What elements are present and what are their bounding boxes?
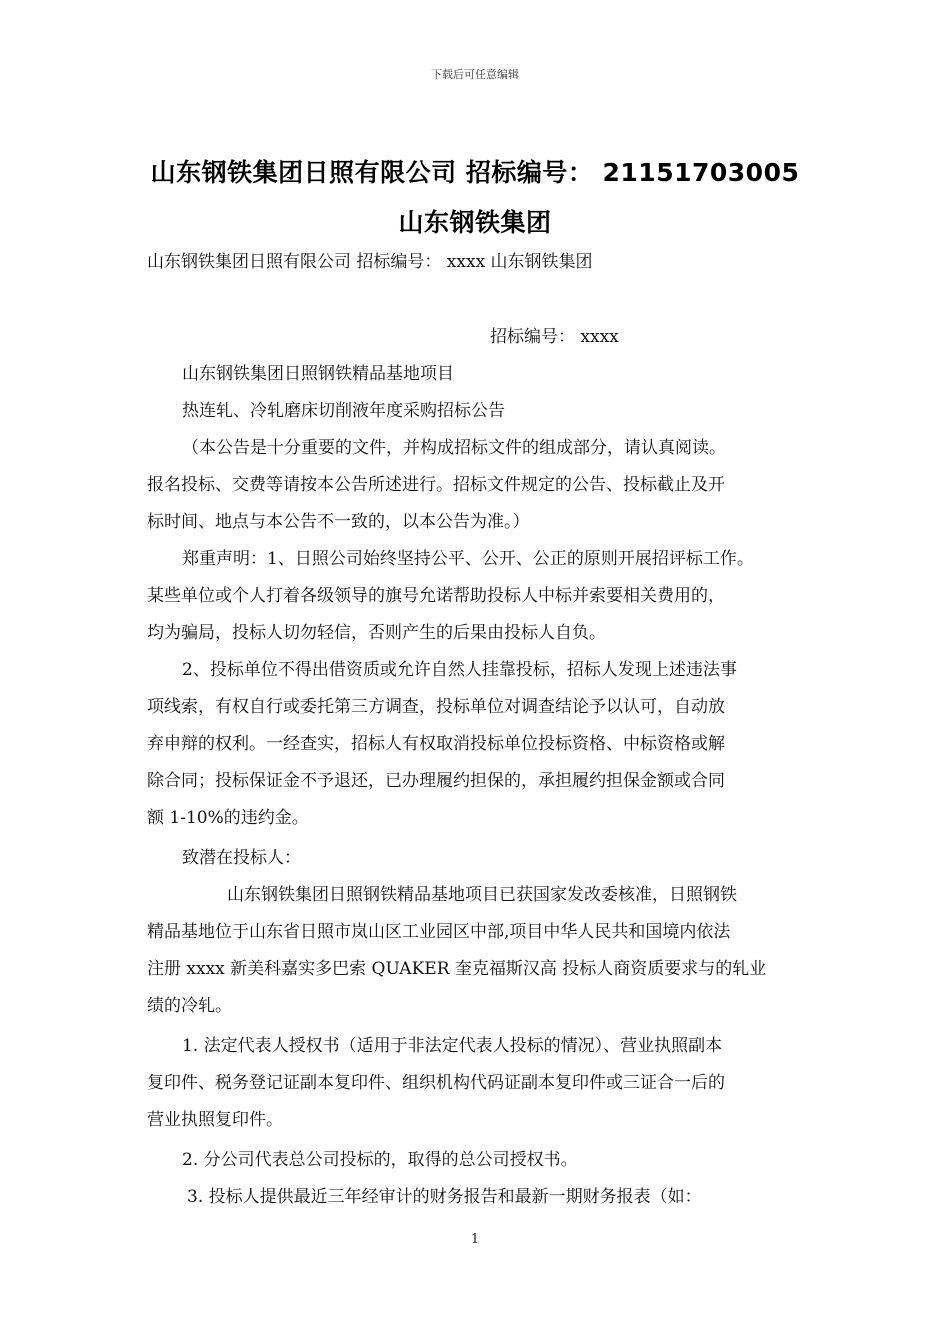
statement-1-line: 均为骗局，投标人切勿轻信，否则产生的后果由投标人自负。	[147, 623, 606, 643]
statement-1-line: 某些单位或个人打着各级领导的旗号允诺帮助投标人中标并索要相关费用的，	[147, 586, 725, 606]
salutation: 致潜在投标人：	[182, 848, 301, 868]
requirement-item-1-line: 营业执照复印件。	[147, 1110, 283, 1130]
requirement-item-3: 3. 投标人提供最近三年经审计的财务报告和最新一期财务报表（如：	[187, 1187, 702, 1207]
page-number: 1	[470, 1232, 480, 1247]
header-note: 下载后可任意编辑	[431, 68, 519, 81]
requirement-item-1-line: 复印件、税务登记证副本复印件、组织机构代码证副本复印件或三证合一后的	[147, 1073, 725, 1093]
subtitle-line: 山东钢铁集团日照有限公司 招标编号： xxxx 山东钢铁集团	[147, 252, 593, 272]
intro-line: 山东钢铁集团日照钢铁精品基地项目已获国家发改委核准，日照钢铁	[227, 885, 737, 905]
statement-2-line: 弃申辩的权利。一经查实，招标人有权取消投标单位投标资格、中标资格或解	[147, 734, 725, 754]
intro-line: 绩的冷轧。	[147, 996, 232, 1016]
statement-1-line: 郑重声明：1、日照公司始终坚持公平、公开、公正的原则开展招评标工作。	[182, 549, 754, 569]
requirement-item-1-line: 1. 法定代表人授权书（适用于非法定代表人投标的情况）、营业执照副本	[182, 1036, 723, 1056]
document-title-line-1: 山东钢铁集团日照有限公司 招标编号： 21151703005	[150, 158, 800, 187]
document-title-line-2: 山东钢铁集团	[398, 208, 552, 237]
statement-2-line: 额 1-10%的违约金。	[147, 808, 309, 828]
statement-2-line: 项线索，有权自行或委托第三方调查，投标单位对调查结论予以认可，自动放	[147, 697, 725, 717]
requirement-item-2: 2. 分公司代表总公司投标的，取得的总公司授权书。	[182, 1150, 578, 1170]
project-name: 山东钢铁集团日照钢铁精品基地项目	[182, 364, 454, 384]
notice-line: 标时间、地点与本公告不一致的，以本公告为准。）	[147, 512, 530, 532]
statement-2-line: 2、投标单位不得出借资质或允许自然人挂靠投标，招标人发现上述违法事	[182, 660, 737, 680]
notice-line: （本公告是十分重要的文件，并构成招标文件的组成部分，请认真阅读。	[182, 438, 726, 458]
tender-code: 招标编号： xxxx	[490, 327, 619, 347]
intro-line: 精品基地位于山东省日照市岚山区工业园区中部,项目中华人民共和国境内依法	[147, 922, 731, 942]
intro-line: 注册 xxxx 新美科嘉实多巴索 QUAKER 奎克福斯汉高 投标人商资质要求与的轧业	[147, 959, 767, 979]
notice-line: 报名投标、交费等请按本公告所述进行。招标文件规定的公告、投标截止及开	[147, 475, 725, 495]
statement-2-line: 除合同；投标保证金不予退还，已办理履约担保的，承担履约担保金额或合同	[147, 771, 725, 791]
announcement-title: 热连轧、冷轧磨床切削液年度采购招标公告	[182, 401, 505, 421]
